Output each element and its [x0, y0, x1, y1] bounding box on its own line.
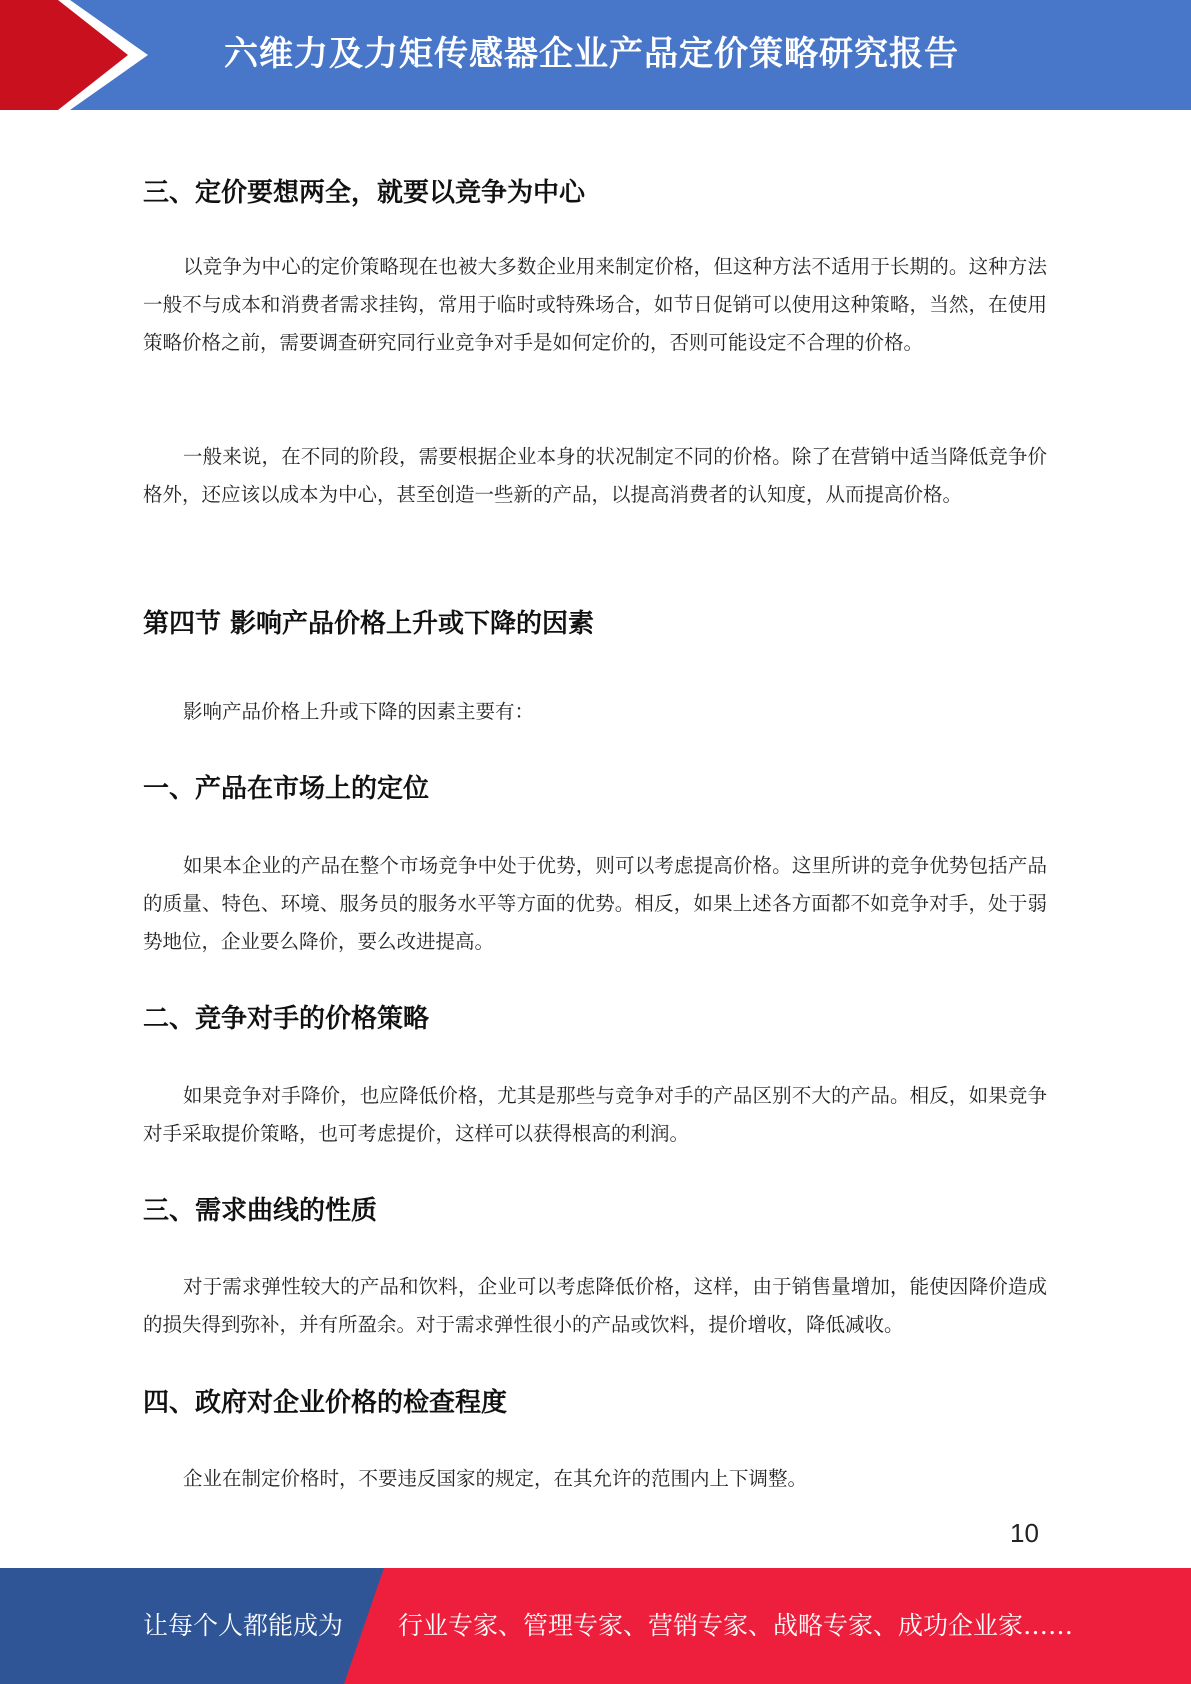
paragraph-competitor-strategy: 如果竞争对手降价，也应降低价格，尤其是那些与竞争对手的产品区别不大的产品。相反，如果竞争对手采取提价策略，也可考虑提价，这样可以获得根高的利润。	[143, 1084, 1047, 1145]
paragraph-government-inspection: 企业在制定价格时，不要违反国家的规定，在其允许的范围内上下调整。	[183, 1467, 808, 1490]
section-heading-competition-pricing: 三、定价要想两全，就要以竞争为中心	[143, 178, 586, 208]
section-heading-market-positioning: 一、产品在市场上的定位	[143, 774, 430, 804]
footer-slogan-right: 行业专家、管理专家、营销专家、战略专家、成功企业家……	[398, 1611, 1074, 1640]
section-heading-demand-curve: 三、需求曲线的性质	[143, 1196, 378, 1226]
section-heading-competitor-strategy: 二、竞争对手的价格策略	[143, 1004, 430, 1034]
document-title: 六维力及力矩传感器企业产品定价策略研究报告	[224, 34, 959, 74]
footer-slogan-left: 让每个人都能成为	[143, 1611, 344, 1640]
paragraph-demand-curve: 对于需求弹性较大的产品和饮料，企业可以考虑降低价格，这样，由于销售量增加，能使因降价造成的损失得到弥补，并有所盈余。对于需求弹性很小的产品或饮料，提价增收，降低减收。	[143, 1275, 1047, 1336]
paragraph-market-positioning: 如果本企业的产品在整个市场竞争中处于优势，则可以考虑提高价格。这里所讲的竞争优势包括产品的质量、特色、环境、服务员的服务水平等方面的优势。相反，如果上述各方面都不如竞争对手，处于弱势地位，企业要么降价，要么改进提高。	[143, 854, 1047, 953]
page-footer-band	[0, 1568, 1191, 1684]
chapter-heading-section-four: 第四节 影响产品价格上升或下降的因素	[143, 609, 595, 639]
paragraph-factors-intro: 影响产品价格上升或下降的因素主要有：	[183, 700, 535, 723]
section-heading-government-inspection: 四、政府对企业价格的检查程度	[143, 1388, 508, 1418]
paragraph-competition-pricing: 以竞争为中心的定价策略现在也被大多数企业用来制定价格，但这种方法不适用于长期的。这种方法一般不与成本和消费者需求挂钩，常用于临时或特殊场合，如节日促销可以使用这种策略，当然，在使用策略价格之前，需要调查研究同行业竞争对手是如何定价的，否则可能设定不合理的价格。	[143, 255, 1047, 354]
page-header-band	[0, 0, 1191, 110]
header-arrow-decoration	[0, 0, 160, 110]
paragraph-stage-pricing: 一般来说，在不同的阶段，需要根据企业本身的状况制定不同的价格。除了在营销中适当降低竞争价格外，还应该以成本为中心，甚至创造一些新的产品，以提高消费者的认知度，从而提高价格。	[143, 445, 1047, 506]
page-number: 10	[1010, 1518, 1039, 1548]
